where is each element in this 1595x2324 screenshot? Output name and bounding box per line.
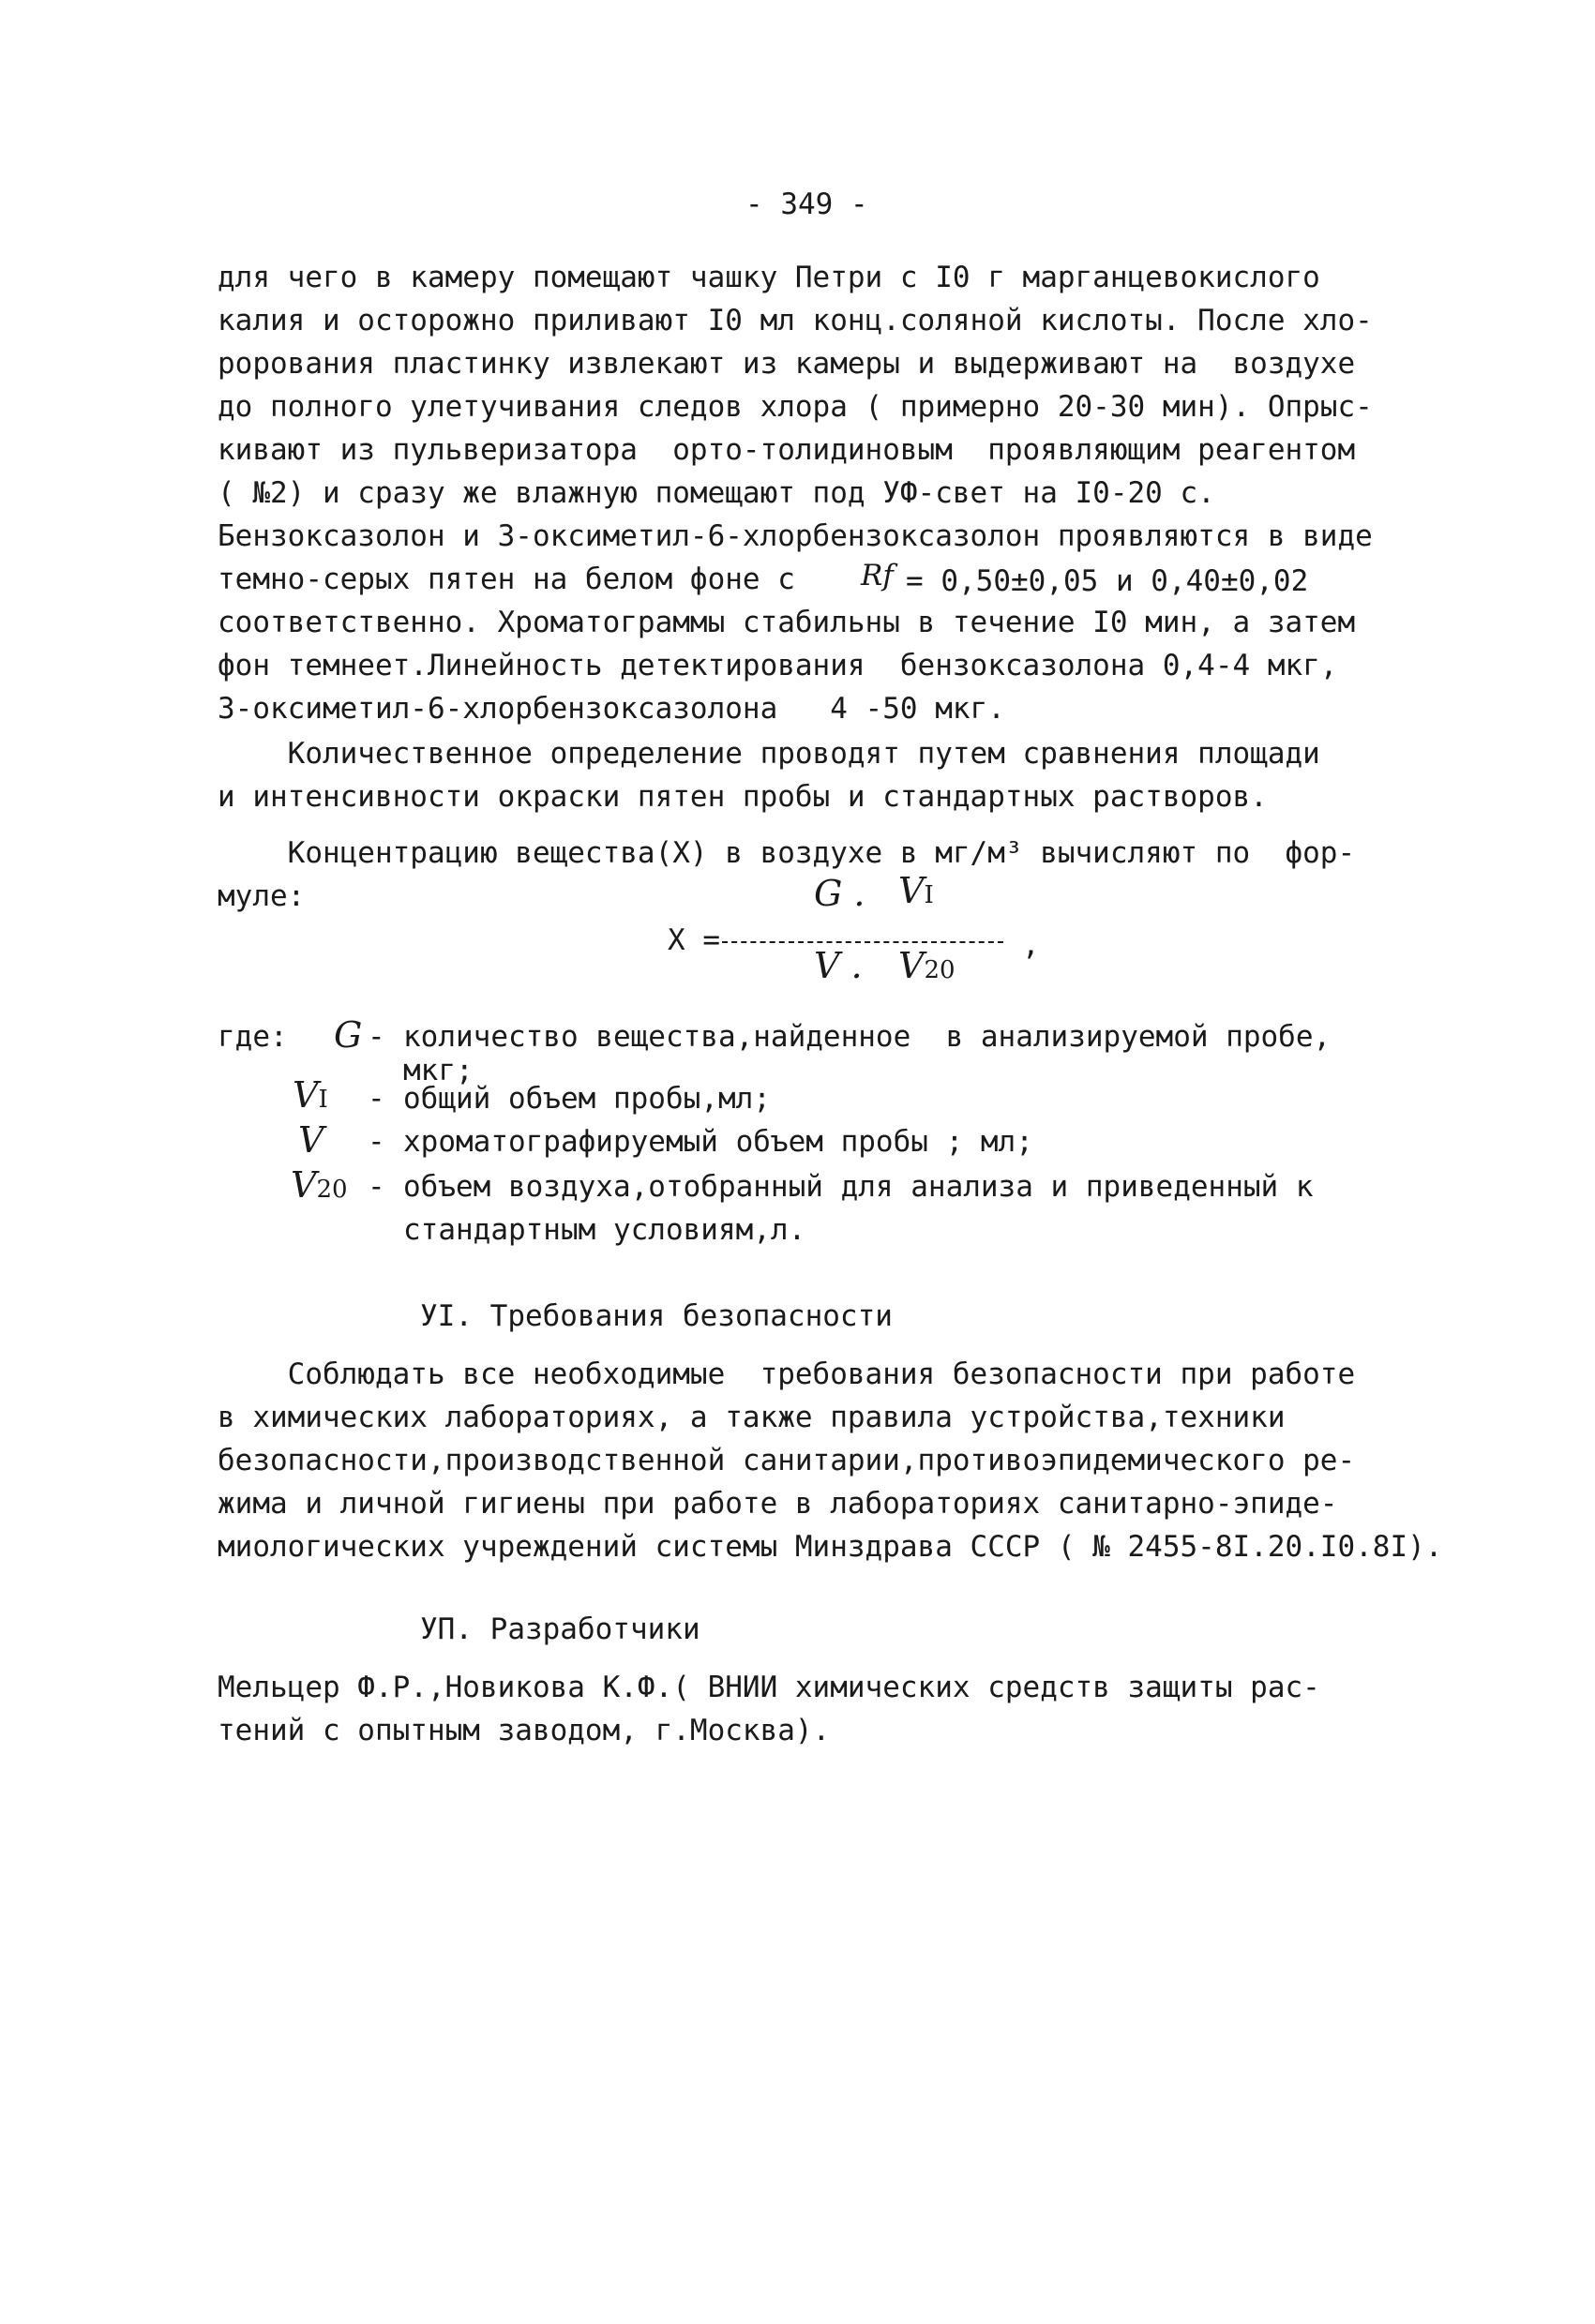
legend-dash: -: [368, 1020, 385, 1054]
page-number: - 349 -: [745, 187, 868, 221]
legend-symbol: [291, 1166, 348, 1208]
formula-numerator-v-letter: V: [898, 870, 925, 911]
fraction-bar: [722, 941, 1003, 943]
paragraph-1-line: темно-серых пятен на белом фоне с: [218, 562, 795, 596]
rf-values: = 0,50±0,05 и 0,40±0,02: [906, 564, 1309, 598]
section-6-line: миологических учреждений системы Минздрава СССР ( № 2455-8I.20.I0.8I).: [218, 1530, 1443, 1564]
legend-symbol-sub: I: [318, 1086, 328, 1114]
formula-numerator-g: G .: [814, 873, 865, 914]
section-6-line: жима и личной гигиены при работе в лабораториях санитарно-эпиде-: [218, 1487, 1338, 1521]
legend-dash: -: [368, 1170, 385, 1204]
legend-text: количество вещества,найденное в анализируемой пробе,: [403, 1020, 1332, 1054]
legend-symbol-letter: V: [298, 1119, 324, 1161]
formula-denominator-v20: [898, 947, 955, 989]
legend-symbol-letter: V: [293, 1074, 319, 1116]
formula-numerator-v-sub: I: [924, 881, 934, 909]
legend-symbol: [293, 1076, 328, 1118]
paragraph-3-line: муле:: [218, 879, 306, 913]
section-6-line: в химических лабораториях, а также правила устройства,техники: [218, 1401, 1286, 1434]
section-6-title: УI. Требования безопасности: [420, 1299, 893, 1333]
section-7-line: тений с опытным заводом, г.Москва).: [218, 1714, 831, 1747]
legend-symbol-letter: G: [334, 1014, 363, 1056]
legend-symbol-sub: 20: [316, 1176, 348, 1204]
legend-symbol: [334, 1016, 362, 1058]
paragraph-1-line: соответственно. Хроматограммы стабильны в течение I0 мин, а затем: [218, 606, 1356, 639]
paragraph-1-line: до полного улетучивания следов хлора ( примерно 20-30 мин). Опрыс-: [218, 390, 1373, 424]
formula-denominator-v: V .: [814, 945, 863, 986]
legend-symbol-letter: V: [291, 1164, 317, 1206]
section-6-line: безопасности,производственной санитарии,противоэпидемического ре-: [218, 1444, 1356, 1477]
legend-text: объем воздуха,отобранный для анализа и приведенный к: [403, 1170, 1314, 1204]
paragraph-1-line: Бензоксазолон и 3-оксиметил-6-хлорбензоксазолон проявляются в виде: [218, 519, 1373, 553]
paragraph-1-line: рорования пластинку извлекают из камеры и выдерживают на воздухе: [218, 347, 1356, 381]
legend-text: стандартным условиям,л.: [403, 1213, 806, 1247]
paragraph-1-line: калия и осторожно приливают I0 мл конц.соляной кислоты. После хло-: [218, 304, 1373, 337]
formula-denominator-v-letter: V: [898, 945, 925, 986]
legend-dash: -: [368, 1125, 385, 1159]
legend-dash: -: [368, 1082, 385, 1116]
formula-denominator-v-sub: 20: [924, 956, 955, 984]
paragraph-1-line: кивают из пульверизатора орто-толидиновым проявляющим реагентом: [218, 433, 1356, 467]
paragraph-2-line: Количественное определение проводят путем сравнения площади: [218, 737, 1320, 771]
legend-intro: где:: [218, 1020, 288, 1054]
section-7-line: Мельцер Ф.Р.,Новикова К.Ф.( ВНИИ химических средств защиты рас-: [218, 1671, 1320, 1704]
rf-symbol: Rf: [861, 559, 894, 592]
formula-lhs: Х =: [668, 923, 720, 957]
section-7-title: УП. Разработчики: [420, 1612, 700, 1646]
paragraph-1-line: для чего в камеру помещают чашку Петри с I0 г марганцевокислого: [218, 261, 1320, 294]
legend-text: мкг;: [403, 1054, 474, 1087]
section-6-line: Соблюдать все необходимые требования безопасности при работе: [218, 1357, 1356, 1391]
legend-text: общий объем пробы,мл;: [403, 1082, 771, 1116]
formula-numerator-v: [898, 872, 934, 914]
paragraph-3-line: Концентрацию вещества(Х) в воздухе в мг/м³ вычисляют по фор-: [218, 836, 1356, 870]
legend-text: хроматографируемый объем пробы ; мл;: [403, 1125, 1033, 1159]
paragraph-1-line: ( №2) и сразу же влажную помещают под УФ-свет на I0-20 с.: [218, 476, 1215, 510]
paragraph-2-line: и интенсивности окраски пятен пробы и стандартных растворов.: [218, 780, 1268, 814]
formula-trailing-comma: ,: [1022, 928, 1040, 962]
legend-symbol: [298, 1121, 324, 1163]
paragraph-1-line: фон темнеет.Линейность детектирования бензоксазолона 0,4-4 мкг,: [218, 649, 1338, 682]
paragraph-1-line: 3-оксиметил-6-хлорбензоксазолона 4 -50 мкг.: [218, 692, 1005, 726]
